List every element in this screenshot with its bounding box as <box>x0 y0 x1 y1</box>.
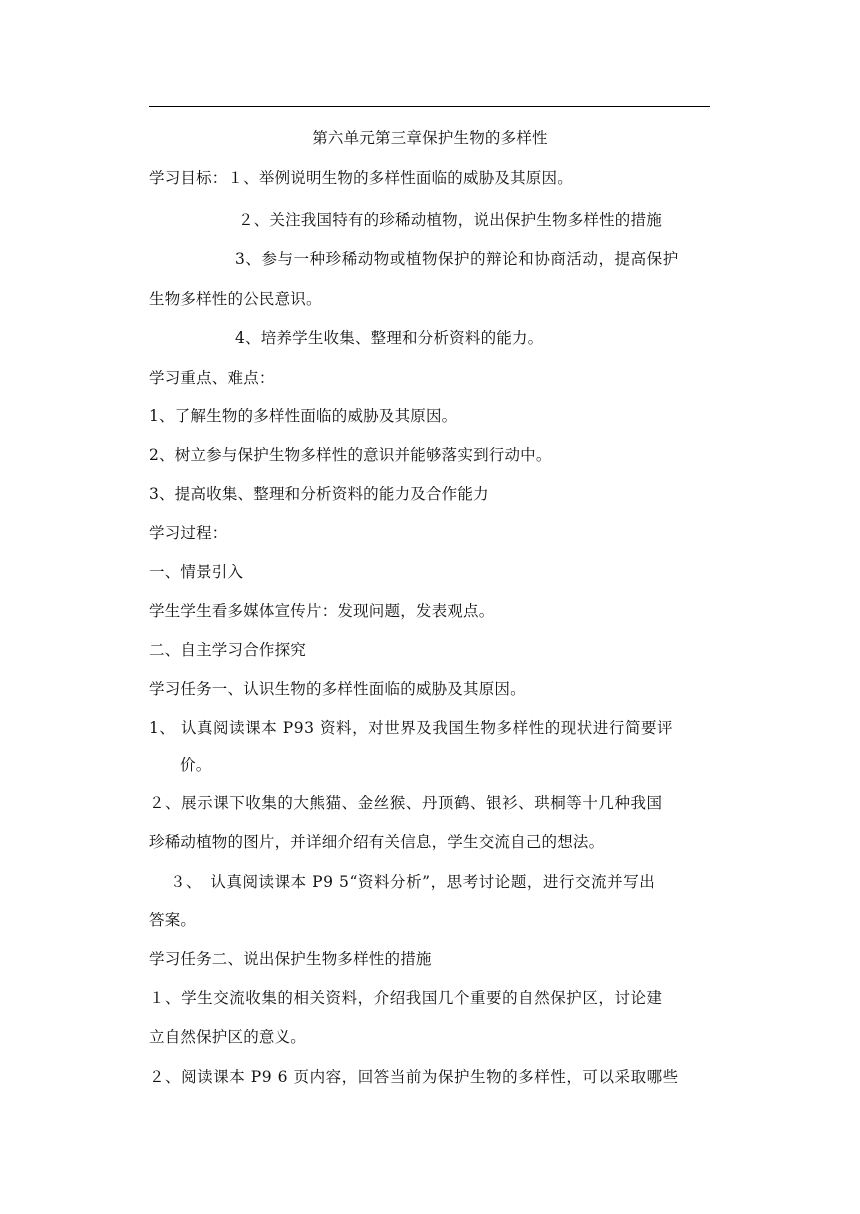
process-heading: 学习过程： <box>149 524 228 542</box>
task-2-heading: 学习任务二、说出保护生物多样性的措施 <box>149 950 432 968</box>
learning-goals-line-3-cont: 生物多样性的公民意识。 <box>149 290 322 308</box>
key-point-1: 1、了解生物的多样性面临的威胁及其原因。 <box>149 407 458 425</box>
learning-goals-line-3: 3、参与一种珍稀动物或植物保护的辩论和协商活动，提高保护 <box>235 250 679 268</box>
task-1-item-3-cont: 答案。 <box>149 911 197 929</box>
task-1-heading: 学习任务一、认识生物的多样性面临的威胁及其原因。 <box>149 680 526 698</box>
document-title: 第六单元第三章保护生物的多样性 <box>312 129 548 147</box>
task-2-item-1-cont: 立自然保护区的意义。 <box>149 1028 307 1046</box>
key-point-2: 2、树立参与保护生物多样性的意识并能够落实到行动中。 <box>149 446 552 464</box>
learning-goals-line-1: 学习目标：１、举例说明生物的多样性面临的威胁及其原因。 <box>149 169 573 187</box>
key-points-heading: 学习重点、难点： <box>149 369 275 387</box>
task-2-item-2: ２、阅读课本 P9 6 页内容，回答当前为保护生物的多样性，可以采取哪些 <box>149 1068 679 1086</box>
task-1-item-3: ３、 认真阅读课本 P9 5“资料分析”，思考讨论题，进行交流并写出 <box>170 873 656 891</box>
section-1-text: 学生学生看多媒体宣传片：发现问题，发表观点。 <box>149 602 495 620</box>
learning-goals-line-2: ２、关注我国特有的珍稀动植物，说出保护生物多样性的措施 <box>238 211 662 229</box>
task-1-item-1-cont: 价。 <box>180 756 212 774</box>
task-1-item-2-cont: 珍稀动植物的图片，并详细介绍有关信息，学生交流自己的想法。 <box>149 833 605 851</box>
key-point-3: 3、提高收集、整理和分析资料的能力及合作能力 <box>149 485 489 503</box>
section-1-heading: 一、情景引入 <box>149 563 244 581</box>
task-1-item-2: ２、展示课下收集的大熊猫、金丝猴、丹顶鹤、银衫、珙桐等十几种我国 <box>149 794 663 812</box>
task-2-item-1: １、学生交流收集的相关资料，介绍我国几个重要的自然保护区，讨论建 <box>149 989 663 1007</box>
learning-goals-line-4: 4、培养学生收集、整理和分析资料的能力。 <box>235 329 544 347</box>
section-2-heading: 二、自主学习合作探究 <box>149 641 307 659</box>
task-1-item-1: 1、 认真阅读课本 P93 资料，对世界及我国生物多样性的现状进行简要评 <box>149 719 674 737</box>
header-rule <box>149 106 710 107</box>
